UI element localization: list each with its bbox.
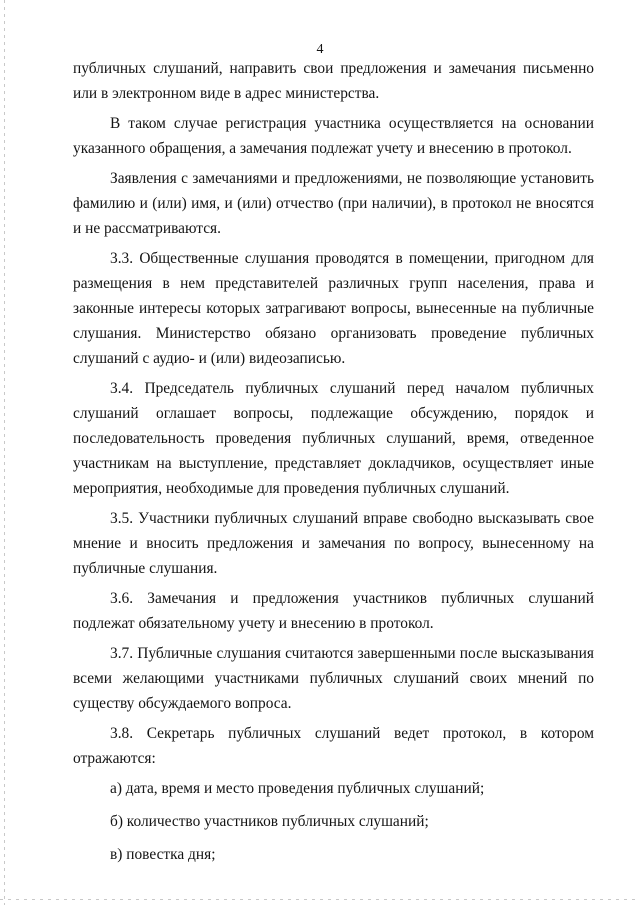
paragraph-anonymous-statements: Заявления с замечаниями и предложениями, не позволяющие установить фамилию и (или) имя, и (или) отчество (при наличии), в протокол не вносятся и не рассматриваются.: [73, 170, 594, 237]
list-item-c: в) повестка дня;: [110, 846, 216, 863]
paragraph-registration: В таком случае регистрация участника осуществляется на основании указанного обращения, а замечания подлежат учету и внесению в протокол.: [73, 115, 594, 157]
paragraph-3-3: 3.3. Общественные слушания проводятся в помещении, пригодном для размещения в нем представителей различных групп населения, права и законные интересы которых затрагивают вопросы, вынесенные на публичные слушания. Министерство обязано организовать проведение публичных слушаний с аудио- и (или) видеозаписью.: [73, 250, 594, 367]
paragraph-3-5: 3.5. Участники публичных слушаний вправе свободно высказывать свое мнение и вносить предложения и замечания по вопросу, вынесенному на публичные слушания.: [73, 510, 594, 577]
scan-left-edge: [4, 0, 5, 905]
paragraph-3-8: 3.8. Секретарь публичных слушаний ведет протокол, в котором отражаются:: [73, 725, 594, 767]
scan-bottom-edge: [0, 899, 640, 900]
list-item-a: а) дата, время и место проведения публичных слушаний;: [110, 780, 485, 797]
list-item-b: б) количество участников публичных слушаний;: [110, 813, 429, 830]
paragraph-continuation: публичных слушаний, направить свои предложения и замечания письменно или в электронном виде в адрес министерства.: [73, 60, 594, 102]
paragraph-3-4: 3.4. Председатель публичных слушаний перед началом публичных слушаний оглашает вопросы, подлежащие обсуждению, порядок и последовательность проведения публичных слушаний, время, отведенное участникам на выступление, представляет докладчиков, осуществляет иные мероприятия, необходимые для проведения публичных слушаний.: [73, 380, 594, 497]
paragraph-3-7: 3.7. Публичные слушания считаются завершенными после высказывания всеми желающими участниками публичных слушаний своих мнений по существу обсуждаемого вопроса.: [73, 645, 594, 712]
page-number: 4: [316, 42, 324, 57]
document-body: [73, 56, 594, 875]
paragraph-3-6: 3.6. Замечания и предложения участников публичных слушаний подлежат обязательному учету и внесению в протокол.: [73, 590, 594, 632]
